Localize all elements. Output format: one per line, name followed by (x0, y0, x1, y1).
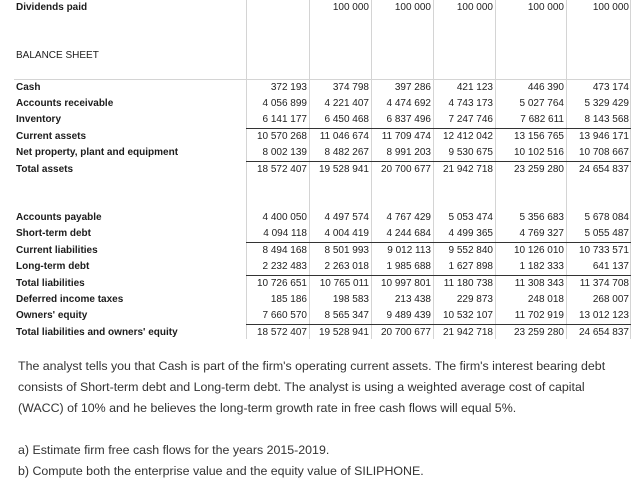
cell: 10 126 010 (513, 245, 564, 256)
table-row (14, 96, 631, 112)
row-label: Current assets (16, 130, 87, 142)
table-row (14, 112, 631, 129)
cell: 10 570 268 (256, 131, 307, 142)
cell: 7 660 570 (246, 308, 309, 325)
row-label: Net property, plant and equipment (16, 147, 179, 159)
cell: 248 018 (527, 294, 564, 305)
liabilities-section (14, 210, 631, 339)
cell: 11 046 674 (319, 131, 369, 142)
cell: 8 002 139 (246, 145, 309, 162)
question-a: a) Estimate firm free cash flows for the years 2015-2019. (18, 443, 330, 457)
cell: 24 654 837 (578, 164, 629, 175)
cell: 20 700 677 (380, 327, 431, 338)
cell: 6 450 468 (309, 112, 371, 129)
cell: 100 000 (394, 2, 431, 13)
cell: 268 007 (592, 294, 629, 305)
cell: 641 137 (566, 259, 631, 276)
cell: 13 156 765 (513, 131, 564, 142)
table-row (14, 162, 631, 179)
cell: 4 474 692 (386, 98, 431, 109)
cell: 1 627 898 (433, 259, 495, 276)
cell: 19 528 941 (318, 327, 369, 338)
cell: 23 259 280 (513, 164, 564, 175)
cell: 397 286 (394, 82, 431, 93)
cell: 8 143 568 (566, 112, 631, 129)
cell: 8 482 267 (309, 145, 371, 162)
row-label: Deferred income taxes (16, 294, 124, 305)
cell: 10 708 667 (566, 145, 631, 162)
row-label: Accounts payable (16, 212, 102, 223)
cell: 4 767 429 (386, 212, 431, 223)
cell: 8 501 993 (324, 245, 369, 256)
spreadsheet-table (14, 0, 631, 339)
table-row (14, 145, 631, 162)
cell: 9 552 840 (448, 245, 493, 256)
cell: 10 726 651 (256, 278, 307, 289)
cell: 7 247 746 (433, 112, 495, 129)
table-row (14, 276, 631, 293)
cell: 229 873 (456, 294, 493, 305)
cell: 9 012 113 (387, 245, 431, 256)
cell: 18 572 407 (256, 327, 307, 338)
cell: 10 733 571 (578, 245, 629, 256)
cell: 213 438 (394, 294, 431, 305)
cell: 8 565 347 (309, 308, 371, 325)
table-row (14, 259, 631, 276)
cell: 100 000 (527, 2, 564, 13)
cell: 1 985 688 (371, 259, 433, 276)
cell: 10 765 011 (319, 278, 369, 289)
cell: 5 678 084 (584, 212, 629, 223)
assets-section (14, 80, 631, 178)
cell: 10 102 516 (495, 145, 566, 162)
cell: 9 489 439 (371, 308, 433, 325)
row-label: Accounts receivable (16, 98, 114, 109)
question-text (18, 356, 630, 482)
table-row (14, 80, 631, 96)
cell: 24 654 837 (578, 327, 629, 338)
cell: 12 412 042 (442, 131, 493, 142)
cell: 4 221 407 (324, 98, 369, 109)
cell: 421 123 (456, 82, 493, 93)
cell: 6 141 177 (246, 112, 309, 129)
cell: 4 004 419 (309, 226, 371, 243)
cell: 5 027 764 (519, 98, 564, 109)
cell: 4 497 574 (324, 212, 369, 223)
cell: 20 700 677 (380, 164, 431, 175)
cell: 473 174 (592, 82, 629, 93)
row-dividends (14, 0, 631, 16)
cell: 372 193 (270, 82, 307, 93)
cell: 7 682 611 (495, 112, 566, 129)
cell: 23 259 280 (513, 327, 564, 338)
cell: 10 532 107 (433, 308, 495, 325)
row-label: Inventory (16, 114, 62, 126)
row-label: Long-term debt (16, 261, 90, 273)
table-row (14, 308, 631, 325)
section-title-row (14, 48, 631, 64)
question-b: b) Compute both the enterprise value and the equity value of SILIPHONE. (18, 464, 424, 478)
cell: 21 942 718 (442, 327, 493, 338)
cell: 13 012 123 (566, 308, 631, 325)
cell: 1 182 333 (495, 259, 566, 276)
cell: 8 494 168 (262, 245, 307, 256)
cell: 4 056 899 (262, 98, 307, 109)
table-row (14, 325, 631, 340)
cell: 100 000 (332, 2, 369, 13)
cell: 100 000 (592, 2, 629, 13)
cell: 2 263 018 (309, 259, 371, 276)
cell: 19 528 941 (318, 164, 369, 175)
cell: 5 055 487 (566, 226, 631, 243)
row-label: Owners' equity (16, 310, 88, 322)
row-label: Total liabilities and owners' equity (16, 326, 178, 338)
cell: 11 374 708 (579, 278, 629, 289)
table-row (14, 226, 631, 243)
cell: 18 572 407 (256, 164, 307, 175)
cell: 4 400 050 (262, 212, 307, 223)
cell: 5 053 474 (448, 212, 493, 223)
row-label: Short-term debt (16, 228, 91, 240)
cell: 10 997 801 (380, 278, 431, 289)
row-label: Cash (16, 82, 41, 93)
row-label: Total assets (16, 163, 74, 175)
cell: 9 530 675 (433, 145, 495, 162)
cell: 21 942 718 (442, 164, 493, 175)
cell: 5 356 683 (519, 212, 564, 223)
cell: 6 837 496 (371, 112, 433, 129)
table-row (14, 210, 631, 226)
cell: 11 308 343 (514, 278, 564, 289)
cell: 4 499 365 (433, 226, 495, 243)
intro-paragraph: The analyst tells you that Cash is part of the firm's operating current assets. The firm's interest bearing debt consists of Short-term debt and Long-term debt. The analyst is using a weighted average cost of capital (WACC) of 10% and he believes the long-term growth rate in free cash flows will equal 5%. (18, 359, 606, 415)
cell: 446 390 (527, 82, 564, 93)
cell: 4 769 327 (495, 226, 566, 243)
cell: 2 232 483 (246, 259, 309, 276)
section-title: BALANCE SHEET (16, 50, 99, 61)
cell: 4 743 173 (448, 98, 493, 109)
cell: 13 946 171 (578, 131, 629, 142)
cell: 198 583 (332, 294, 369, 305)
cell: 5 329 429 (584, 98, 629, 109)
row-label: Dividends paid (16, 2, 88, 13)
table-row (14, 129, 631, 146)
cell: 11 709 474 (381, 131, 431, 142)
cell: 185 186 (270, 294, 307, 305)
cell: 11 180 738 (443, 278, 493, 289)
table-row (14, 292, 631, 308)
cell: 374 798 (332, 82, 369, 93)
cell: 4 244 684 (371, 226, 433, 243)
cell: 4 094 118 (246, 226, 309, 243)
table-row (14, 243, 631, 260)
cell: 100 000 (456, 2, 493, 13)
row-label: Current liabilities (16, 244, 98, 256)
cell: 11 702 919 (495, 308, 566, 325)
cell: 8 991 203 (371, 145, 433, 162)
row-label: Total liabilities (16, 277, 85, 289)
